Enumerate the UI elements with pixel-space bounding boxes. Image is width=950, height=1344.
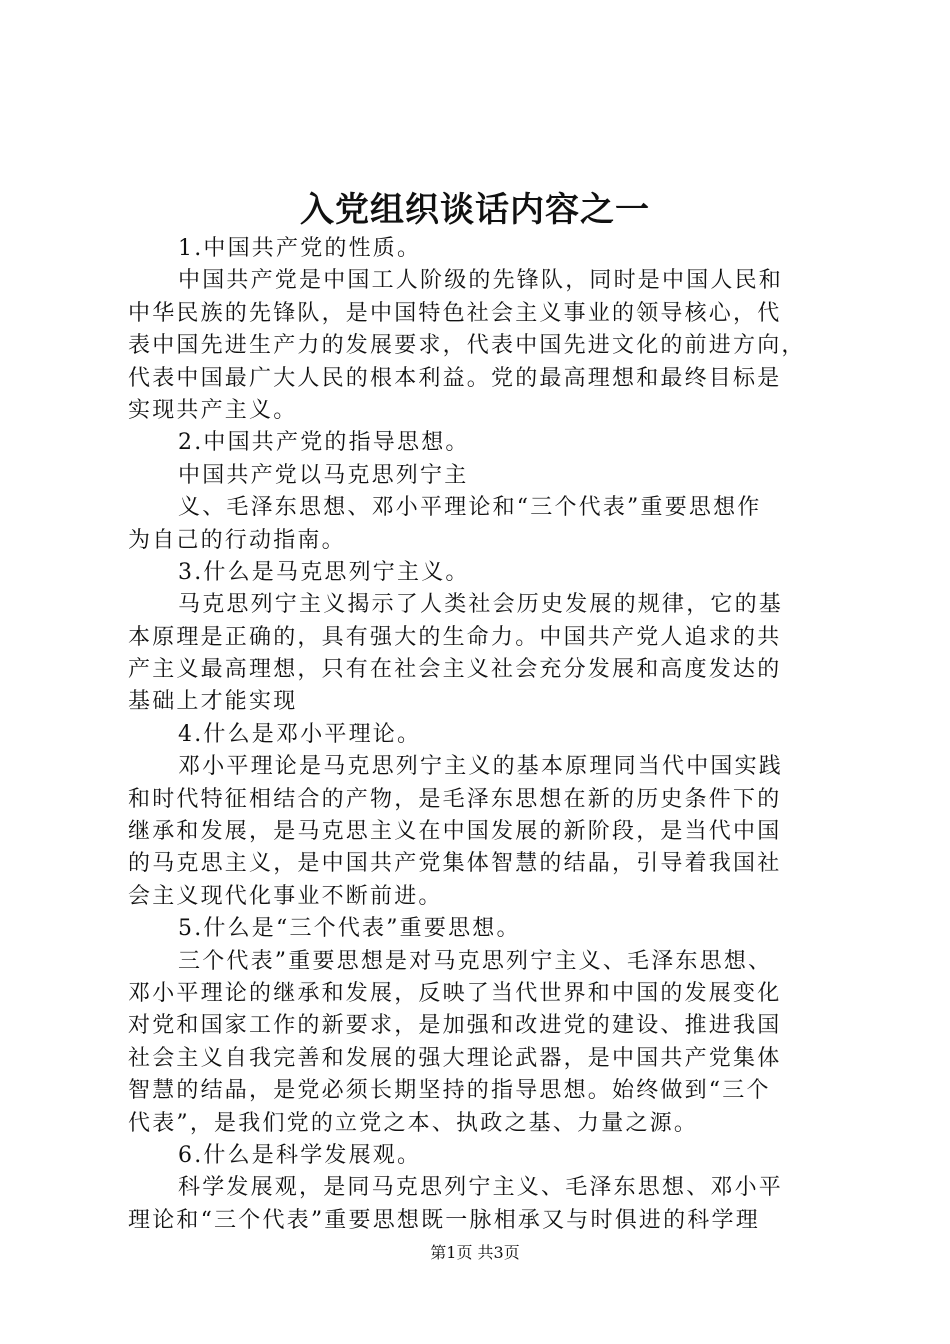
text-line: 会主义现代化事业不断前进。 bbox=[128, 883, 443, 909]
text-line: 理论和“三个代表”重要思想既一脉相承又与时俱进的科学理 bbox=[128, 1207, 760, 1233]
text-line: 邓小平理论是马克思列宁主义的基本原理同当代中国实践 bbox=[178, 754, 784, 780]
text-line: 1.中国共产党的性质。 bbox=[178, 236, 422, 261]
text-line: 3.什么是马克思列宁主义。 bbox=[178, 559, 470, 585]
text-line: 产主义最高理想，只有在社会主义社会充分发展和高度发达的 bbox=[128, 657, 782, 683]
text-line: 5.什么是“三个代表”重要思想。 bbox=[178, 916, 521, 942]
text-line: 和时代特征相结合的产物，是毛泽东思想在新的历史条件下的 bbox=[128, 786, 782, 812]
text-line: 代表”，是我们党的立党之本、执政之基、力量之源。 bbox=[128, 1110, 699, 1136]
text-line: 的马克思主义，是中国共产党集体智慧的结晶，引导着我国社 bbox=[128, 851, 782, 877]
text-line: 继承和发展，是马克思主义在中国发展的新阶段，是当代中国 bbox=[128, 819, 782, 845]
text-line: 实现共产主义。 bbox=[128, 397, 298, 423]
text-line: 4.什么是邓小平理论。 bbox=[178, 721, 422, 747]
text-line: 义、毛泽东思想、邓小平理论和“三个代表”重要思想作 bbox=[178, 495, 762, 521]
text-line: 表中国先进生产力的发展要求，代表中国先进文化的前进方向， bbox=[128, 333, 806, 359]
text-line: 邓小平理论的继承和发展，反映了当代世界和中国的发展变化 bbox=[128, 980, 782, 1006]
text-line: 社会主义自我完善和发展的强大理论武器，是中国共产党集体 bbox=[128, 1045, 782, 1071]
text-line: 中华民族的先锋队，是中国特色社会主义事业的领导核心，代 bbox=[128, 300, 782, 326]
text-line: 基础上才能实现 bbox=[128, 689, 298, 715]
document-body bbox=[128, 233, 838, 1237]
text-line: 科学发展观，是同马克思列宁主义、毛泽东思想、邓小平 bbox=[178, 1175, 784, 1201]
text-line: 6.什么是科学发展观。 bbox=[178, 1142, 422, 1168]
text-line: 中国共产党是中国工人阶级的先锋队，同时是中国人民和 bbox=[178, 268, 784, 294]
text-line: 三个代表”重要思想是对马克思列宁主义、毛泽东思想、 bbox=[178, 948, 773, 974]
text-line: 中国共产党以马克思列宁主 bbox=[178, 462, 469, 488]
text-line: 智慧的结晶，是党必须长期坚持的指导思想。始终做到“三个 bbox=[128, 1078, 771, 1104]
text-line: 对党和国家工作的新要求，是加强和改进党的建设、推进我国 bbox=[128, 1013, 782, 1039]
text-line: 本原理是正确的，具有强大的生命力。中国共产党人追求的共 bbox=[128, 624, 782, 650]
text-line: 2.中国共产党的指导思想。 bbox=[178, 430, 470, 456]
page-footer: 第1页 共3页 bbox=[430, 1243, 520, 1262]
document-title: 入党组织谈话内容之一 bbox=[300, 190, 650, 230]
text-line: 马克思列宁主义揭示了人类社会历史发展的规律，它的基 bbox=[178, 592, 784, 618]
text-line: 代表中国最广大人民的根本利益。党的最高理想和最终目标是 bbox=[128, 365, 782, 391]
text-line: 为自己的行动指南。 bbox=[128, 527, 346, 553]
